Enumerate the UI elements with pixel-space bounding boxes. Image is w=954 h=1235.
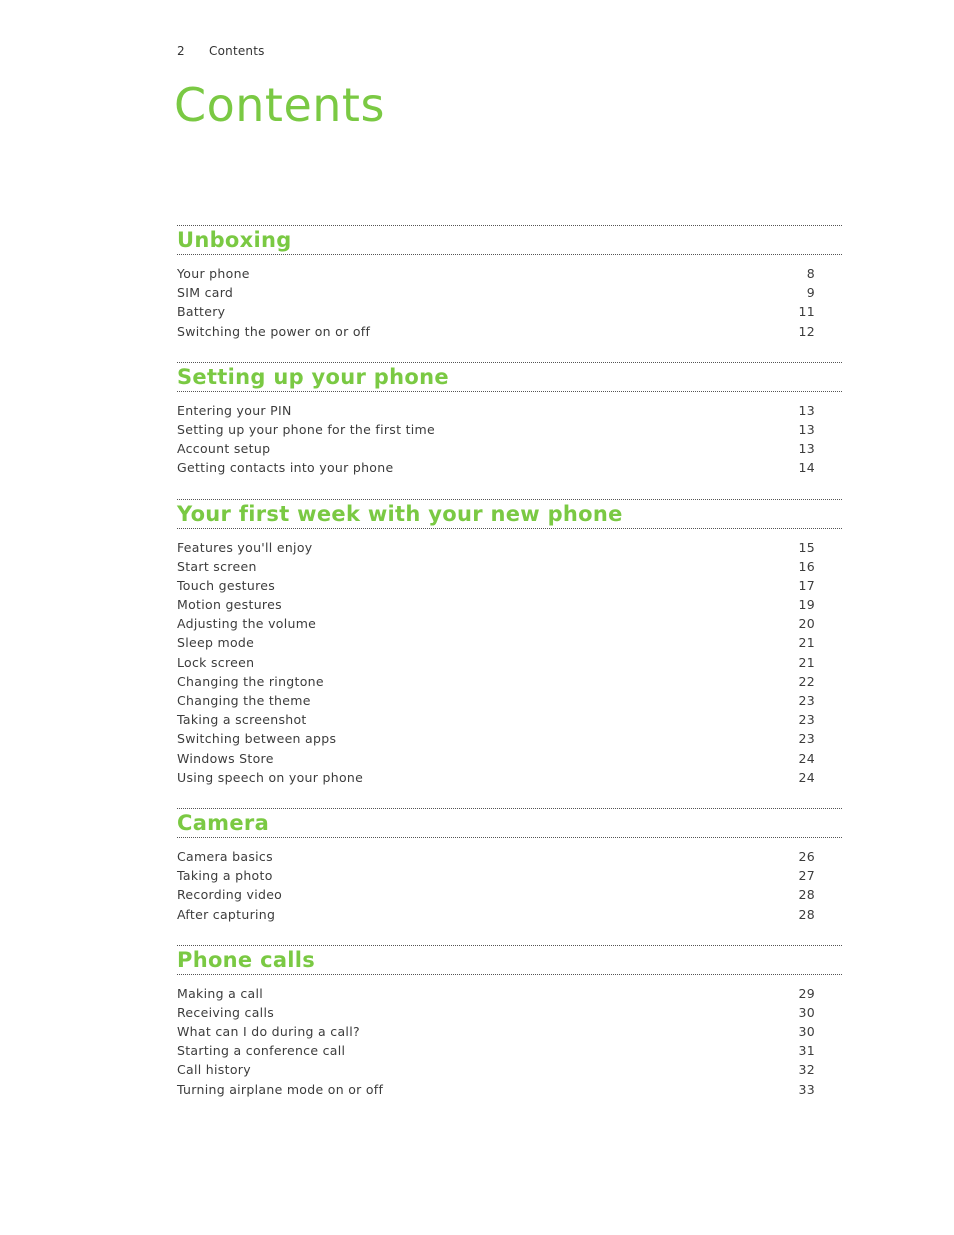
toc-entry-label: Battery bbox=[177, 304, 226, 320]
toc-entry-page: 29 bbox=[798, 985, 815, 1001]
toc-entry[interactable] bbox=[177, 322, 815, 341]
toc-entry-page: 30 bbox=[798, 1024, 815, 1040]
toc-entry-page: 24 bbox=[798, 750, 815, 766]
toc-entry-label: Switching the power on or off bbox=[177, 323, 371, 339]
section-spacer bbox=[177, 787, 842, 808]
toc-entry-label: Motion gestures bbox=[177, 597, 282, 613]
toc-entry[interactable] bbox=[177, 710, 815, 729]
toc-entry[interactable] bbox=[177, 653, 815, 672]
toc-entry-label: Changing the theme bbox=[177, 693, 311, 708]
toc-entry-label: Taking a photo bbox=[177, 868, 273, 884]
toc-entry-label: Adjusting the volume bbox=[177, 616, 317, 632]
toc-entry[interactable] bbox=[177, 691, 815, 710]
toc-entry[interactable] bbox=[177, 866, 815, 885]
toc-entry-label: Sleep mode bbox=[177, 635, 255, 651]
toc-section bbox=[177, 499, 842, 787]
toc-entry-page: 28 bbox=[798, 887, 815, 903]
toc-entry[interactable] bbox=[177, 1003, 815, 1022]
page-number: 2 bbox=[177, 44, 185, 58]
section-heading[interactable]: Phone calls bbox=[177, 947, 316, 972]
toc-entry-label: Receiving calls bbox=[177, 1004, 275, 1020]
toc-entry-page: 21 bbox=[798, 635, 815, 651]
toc-entry-list bbox=[177, 255, 815, 341]
section-spacer bbox=[177, 478, 842, 499]
running-header bbox=[177, 44, 265, 58]
toc-entry-page: 13 bbox=[798, 421, 815, 437]
toc-entry-label: Taking a screenshot bbox=[177, 712, 307, 728]
toc-entry-page: 28 bbox=[798, 906, 815, 922]
toc-entry-label: Getting contacts into your phone bbox=[177, 460, 394, 476]
toc-entry[interactable] bbox=[177, 1080, 815, 1099]
toc-entry[interactable] bbox=[177, 557, 815, 576]
toc-entry-label: Switching between apps bbox=[177, 731, 337, 747]
toc-entry-page: 19 bbox=[798, 597, 815, 613]
toc-entry-page: 27 bbox=[798, 868, 815, 884]
toc-entry[interactable] bbox=[177, 984, 815, 1003]
toc-entry-label: Start screen bbox=[177, 558, 257, 574]
toc-entry-page: 26 bbox=[798, 848, 815, 864]
toc-entry-label: Windows Store bbox=[177, 750, 274, 766]
toc-entry[interactable] bbox=[177, 885, 815, 904]
toc-entry[interactable] bbox=[177, 595, 815, 614]
toc-entry-page: 30 bbox=[798, 1004, 815, 1020]
section-heading-bar bbox=[177, 362, 842, 392]
toc-entry-page: 13 bbox=[798, 441, 815, 457]
section-heading-bar bbox=[177, 225, 842, 255]
toc-entry-label: Recording video bbox=[177, 887, 283, 903]
section-spacer bbox=[177, 341, 842, 362]
toc-entry-label: Your phone bbox=[177, 266, 250, 281]
toc-entry-label: After capturing bbox=[177, 906, 276, 922]
toc-entry-page: 9 bbox=[806, 285, 815, 301]
toc-entry[interactable] bbox=[177, 633, 815, 652]
toc-entry[interactable] bbox=[177, 1060, 815, 1079]
toc-entry-label: Account setup bbox=[177, 441, 271, 457]
toc-entry-list bbox=[177, 975, 815, 1099]
toc-entry-label: Using speech on your phone bbox=[177, 769, 364, 785]
toc-entry-label: Making a call bbox=[177, 985, 263, 1001]
toc-entry-page: 23 bbox=[798, 731, 815, 747]
toc-entry-page: 14 bbox=[798, 460, 815, 476]
toc-entry[interactable] bbox=[177, 538, 815, 557]
toc-section bbox=[177, 808, 842, 924]
toc-entry-page: 33 bbox=[798, 1081, 815, 1097]
toc-entry-page: 16 bbox=[798, 558, 815, 574]
running-title: Contents bbox=[209, 44, 265, 58]
toc-entry-label: Turning airplane mode on or off bbox=[177, 1081, 384, 1097]
toc-entry[interactable] bbox=[177, 729, 815, 748]
toc-entry-page: 13 bbox=[798, 402, 815, 418]
toc-entry[interactable] bbox=[177, 264, 815, 283]
toc-entry-label: Setting up your phone for the first time bbox=[177, 421, 436, 437]
toc-entry-page: 31 bbox=[798, 1043, 815, 1059]
toc-entry-page: 11 bbox=[798, 304, 815, 320]
toc-entry-list bbox=[177, 529, 815, 787]
toc-entry-label: Touch gestures bbox=[177, 577, 276, 593]
toc-entry-page: 32 bbox=[798, 1062, 815, 1078]
toc-entry[interactable] bbox=[177, 576, 815, 595]
toc-entry-label: Changing the ringtone bbox=[177, 673, 324, 689]
toc-entry[interactable] bbox=[177, 420, 815, 439]
toc-entry-label: What can I do during a call? bbox=[177, 1024, 360, 1040]
toc-entry[interactable] bbox=[177, 672, 815, 691]
toc-entry-label: Lock screen bbox=[177, 654, 255, 670]
toc-entry[interactable] bbox=[177, 458, 815, 477]
section-heading[interactable]: Setting up your phone bbox=[177, 364, 449, 389]
section-heading[interactable]: Your first week with your new phone bbox=[177, 501, 623, 526]
section-heading-bar bbox=[177, 808, 842, 838]
toc-entry-list bbox=[177, 392, 815, 478]
toc-entry[interactable] bbox=[177, 768, 815, 787]
toc-entry-page: 8 bbox=[806, 266, 815, 281]
toc-entry[interactable] bbox=[177, 401, 815, 420]
toc-entry[interactable] bbox=[177, 905, 815, 924]
toc-entry-label: Starting a conference call bbox=[177, 1043, 346, 1059]
table-of-contents bbox=[177, 225, 842, 1099]
toc-entry-page: 12 bbox=[798, 323, 815, 339]
toc-entry-label: Features you'll enjoy bbox=[177, 539, 313, 555]
toc-section bbox=[177, 225, 842, 341]
toc-entry[interactable] bbox=[177, 749, 815, 768]
toc-entry-label: SIM card bbox=[177, 285, 234, 301]
toc-entry-page: 15 bbox=[798, 539, 815, 555]
toc-entry-page: 23 bbox=[798, 693, 815, 708]
toc-entry[interactable] bbox=[177, 302, 815, 321]
toc-entry[interactable] bbox=[177, 439, 815, 458]
toc-entry-page: 17 bbox=[798, 577, 815, 593]
section-heading[interactable]: Unboxing bbox=[177, 228, 292, 252]
toc-entry[interactable] bbox=[177, 847, 815, 866]
page-title: Contents bbox=[174, 78, 385, 132]
toc-entry-page: 20 bbox=[798, 616, 815, 632]
toc-section bbox=[177, 945, 842, 1099]
toc-entry-list bbox=[177, 838, 815, 924]
section-spacer bbox=[177, 924, 842, 945]
section-heading-bar bbox=[177, 945, 842, 975]
toc-entry[interactable] bbox=[177, 614, 815, 633]
toc-entry-page: 21 bbox=[798, 654, 815, 670]
toc-entry-page: 23 bbox=[798, 712, 815, 728]
toc-entry[interactable] bbox=[177, 283, 815, 302]
toc-entry-label: Call history bbox=[177, 1062, 251, 1078]
toc-entry[interactable] bbox=[177, 1022, 815, 1041]
section-heading-bar bbox=[177, 499, 842, 529]
toc-entry[interactable] bbox=[177, 1041, 815, 1060]
toc-entry-label: Camera basics bbox=[177, 848, 273, 864]
toc-entry-page: 22 bbox=[798, 673, 815, 689]
toc-entry-label: Entering your PIN bbox=[177, 402, 292, 418]
toc-entry-page: 24 bbox=[798, 769, 815, 785]
toc-section bbox=[177, 362, 842, 478]
section-heading[interactable]: Camera bbox=[177, 810, 270, 835]
